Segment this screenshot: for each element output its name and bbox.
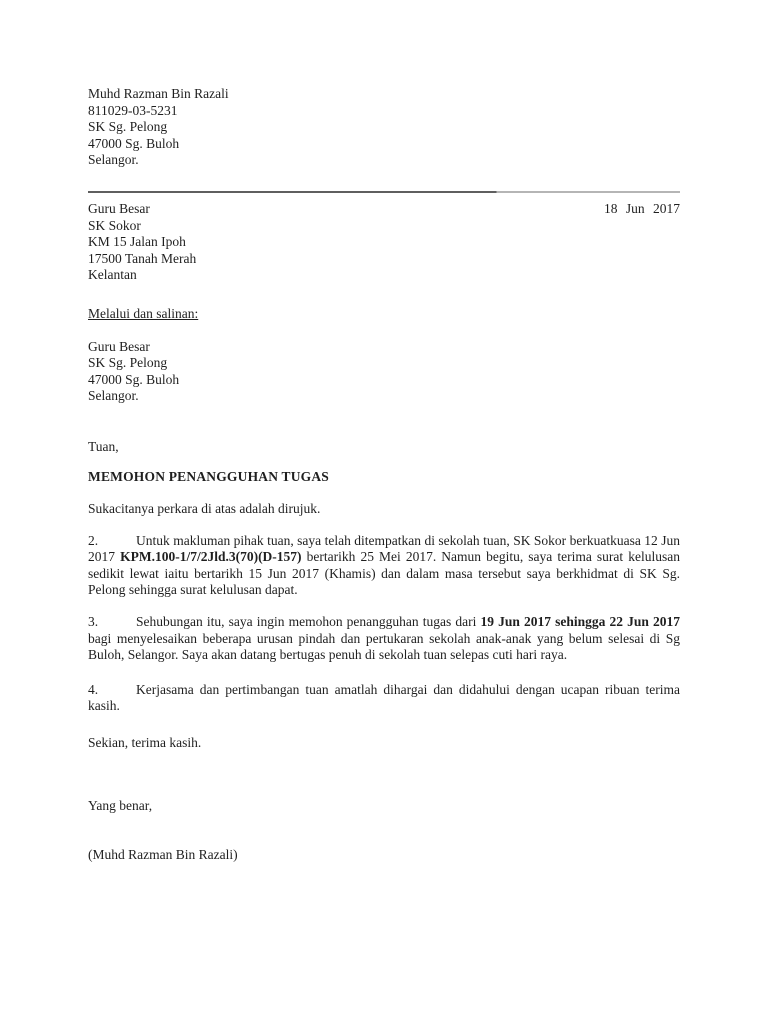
- paragraph-number: 4.: [88, 681, 99, 697]
- via-copy-heading: Melalui dan salinan:: [88, 305, 199, 321]
- signature-name: (Muhd Razman Bin Razali): [88, 847, 238, 863]
- closing-line: Sekian, terima kasih.: [88, 735, 202, 751]
- sender-address-block: [88, 86, 680, 169]
- sender-address-line: Selangor.: [88, 152, 139, 168]
- salutation: Tuan,: [88, 438, 119, 454]
- via-title: Guru Besar: [88, 338, 150, 354]
- recipient-address-block: [88, 201, 196, 284]
- paragraph-number: 3.: [88, 614, 99, 630]
- via-school: SK Sg. Pelong: [88, 355, 168, 371]
- recipient-school: SK Sokor: [88, 217, 141, 233]
- paragraph-text: Untuk makluman pihak tuan, saya telah ditempatkan di sekolah tuan, SK Sokor berkuatkuasa 12 Jun 2017: [88, 532, 680, 565]
- via-address-block: [88, 339, 680, 405]
- paragraph-text-bold: KPM.100-1/7/2Jld.3(70)(D-157): [120, 549, 302, 565]
- recipient-title: Guru Besar: [88, 200, 150, 216]
- body-paragraph-4: [88, 682, 680, 715]
- recipient-address-line: Kelantan: [88, 267, 137, 283]
- intro-paragraph: Sukacitanya perkara di atas adalah dirujuk.: [88, 501, 321, 517]
- paragraph-text-bold: 19 Jun 2017 sehingga 22 Jun 2017: [480, 614, 680, 630]
- paragraph-number: 2.: [88, 532, 99, 548]
- recipient-address-line: 17500 Tanah Merah: [88, 250, 197, 266]
- letter-date: 18 Jun 2017: [603, 200, 680, 216]
- via-address-line: Selangor.: [88, 388, 139, 404]
- paragraph-text: Sehubungan itu, saya ingin memohon penangguhan tugas dari: [136, 614, 481, 630]
- via-address-line: 47000 Sg. Buloh: [88, 371, 180, 387]
- signoff-line: Yang benar,: [88, 797, 153, 813]
- body-paragraph-2: [88, 533, 680, 599]
- sender-name: Muhd Razman Bin Razali: [88, 86, 229, 101]
- sender-address-line: 47000 Sg. Buloh: [88, 135, 180, 151]
- paragraph-text: bertarikh 25 Mei 2017. Namun begitu, saya terima surat kelulusan sedikit lewat iaitu bertarikh 15 Jun 2017 (Khamis) dan dalam masa tersebut saya berkhidmat di SK Sg. Pelong sehingga surat kelulusan dapat.: [88, 549, 680, 598]
- paragraph-text: Kerjasama dan pertimbangan tuan amatlah dihargai dan didahului dengan ucapan ribuan terima kasih.: [88, 681, 680, 714]
- recipient-address-line: KM 15 Jalan Ipoh: [88, 234, 186, 250]
- sender-id-number: 811029-03-5231: [88, 102, 178, 118]
- recipient-row: [88, 201, 680, 284]
- body-paragraph-3: [88, 614, 680, 664]
- subject-line: MEMOHON PENANGGUHAN TUGAS: [88, 468, 330, 484]
- horizontal-divider: [88, 191, 680, 193]
- sender-address-line: SK Sg. Pelong: [88, 119, 168, 135]
- paragraph-text: bagi menyelesaikan beberapa urusan pindah dan pertukaran sekolah anak-anak yang belum selesai di Sg Buloh, Selangor. Saya akan datang bertugas penuh di sekolah tuan selepas cuti hari raya.: [88, 630, 680, 663]
